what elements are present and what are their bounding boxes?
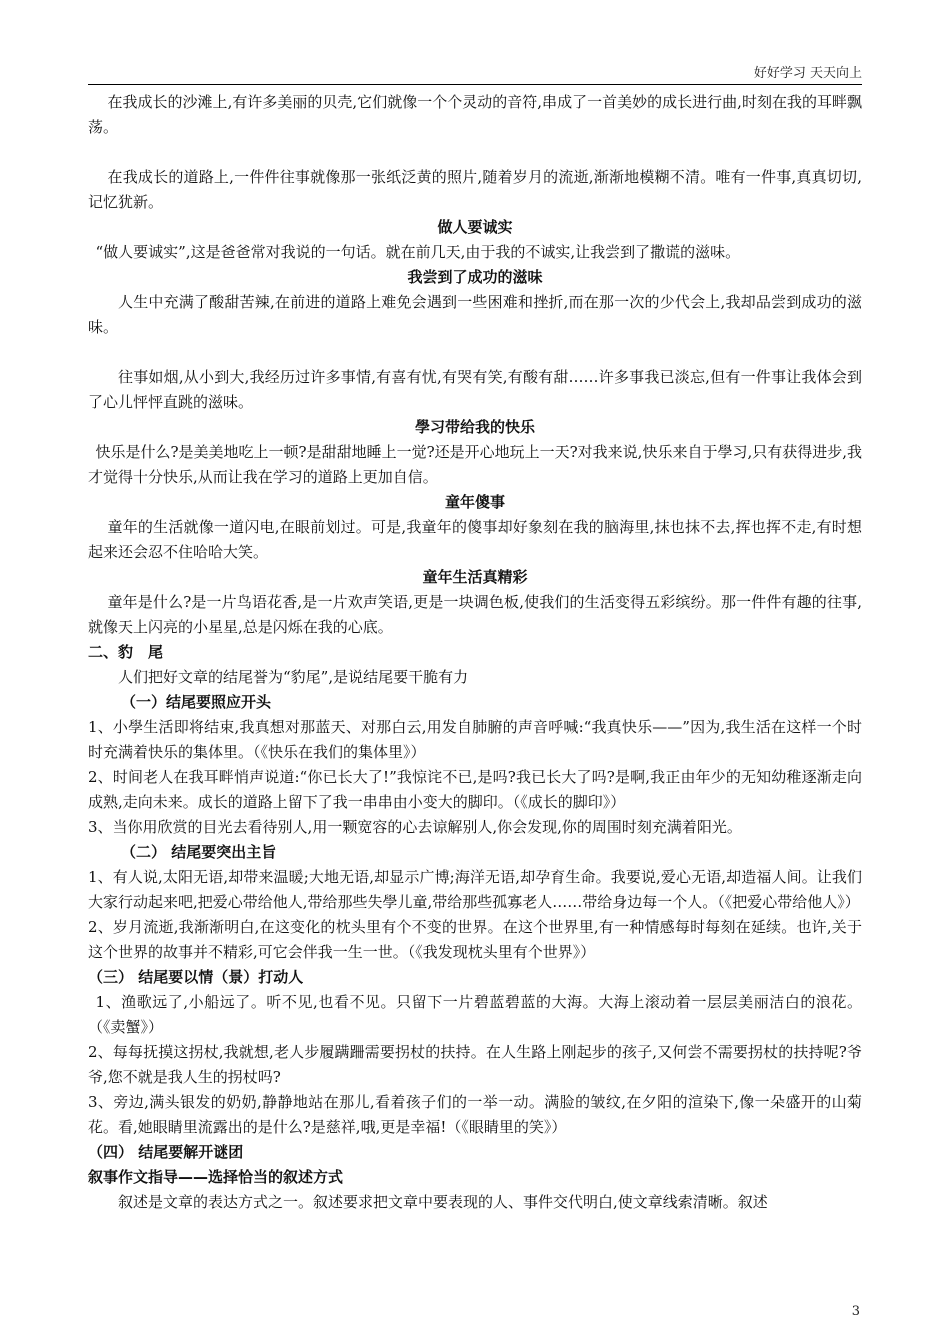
essay-title: 學习带给我的快乐 bbox=[414, 418, 535, 436]
essay-title: 做人要诚实 bbox=[437, 218, 513, 236]
section-heading: 叙事作文指导——选择恰当的叙述方式 bbox=[88, 1168, 344, 1186]
subsection-heading: （四） 结尾要解开谜团 bbox=[88, 1143, 244, 1161]
essay-title: 童年傻事 bbox=[444, 493, 505, 511]
paragraph: 童年是什么?是一片鸟语花香,是一片欢声笑语,更是一块调色板,使我们的生活变得五彩缤纷。那一件件有趣的往事,就像天上闪亮的小星星,总是闪烁在我的心底。 bbox=[88, 593, 862, 636]
paragraph-gap bbox=[88, 140, 862, 165]
paragraph: 在我成长的沙滩上,有许多美丽的贝壳,它们就像一个个灵动的音符,串成了一首美妙的成长进行曲,时刻在我的耳畔飘荡。 bbox=[88, 93, 862, 136]
paragraph: 童年的生活就像一道闪电,在眼前划过。可是,我童年的傻事却好象刻在我的脑海里,抹也抹不去,挥也挥不走,有时想起来还会忍不住哈哈大笑。 bbox=[88, 518, 862, 561]
paragraph: 叙述是文章的表达方式之一。叙述要求把文章中要表现的人、事件交代明白,使文章线索清晰。叙述 bbox=[118, 1193, 768, 1211]
paragraph: 往事如烟,从小到大,我经历过许多事情,有喜有忧,有哭有笑,有酸有甜……许多事我已淡忘,但有一件事让我体会到了心儿怦怦直跳的滋味。 bbox=[88, 368, 862, 411]
list-item: 3、旁边,满头银发的奶奶,静静地站在那儿,看着孩子们的一举一动。满脸的皱纹,在夕阳的渲染下,像一朵盛开的山菊花。看,她眼睛里流露出的是什么?是慈祥,哦,更是幸福!（《眼睛里的笑》） bbox=[88, 1093, 862, 1136]
essay-title: 我尝到了成功的滋味 bbox=[407, 268, 543, 286]
document-body bbox=[88, 90, 862, 1215]
subsection-heading: （三） 结尾要以情（景）打动人 bbox=[88, 968, 304, 986]
list-item: 2、时间老人在我耳畔悄声说道:“你已长大了!”我惊诧不已,是吗?我已长大了吗?是啊,我正由年少的无知幼稚逐渐走向成熟,走向未来。成长的道路上留下了我一串串由小变大的脚印。（《成长的脚印》） bbox=[88, 768, 862, 811]
essay-title: 童年生活真精彩 bbox=[422, 568, 528, 586]
list-item: 1、渔歌远了,小船远了。听不见,也看不见。只留下一片碧蓝碧蓝的大海。大海上滚动着一层层美丽洁白的浪花。（《卖蟹》） bbox=[88, 993, 862, 1036]
paragraph: “做人要诚实”,这是爸爸常对我说的一句话。就在前几天,由于我的不诚实,让我尝到了撒谎的滋味。 bbox=[95, 243, 741, 261]
section-heading: 二、豹 尾 bbox=[88, 643, 164, 661]
list-item: 2、岁月流逝,我渐渐明白,在这变化的枕头里有个不变的世界。在这个世界里,有一种情感每时每刻在延续。也许,关于这个世界的故事并不精彩,可它会伴我一生一世。（《我发现枕头里有个世界》） bbox=[88, 918, 862, 961]
paragraph: 快乐是什么?是美美地吃上一顿?是甜甜地睡上一觉?还是开心地玩上一天?对我来说,快乐来自于學习,只有获得进步,我才觉得十分快乐,从而让我在学习的道路上更加自信。 bbox=[88, 443, 862, 486]
list-item: 1、小學生活即将结束,我真想对那蓝天、对那白云,用发自肺腑的声音呼喊:“我真快乐——”因为,我生活在这样一个时时充满着快乐的集体里。（《快乐在我们的集体里》） bbox=[88, 718, 862, 761]
paragraph: 人生中充满了酸甜苦辣,在前进的道路上难免会遇到一些困难和挫折,而在那一次的少代会上,我却品尝到成功的滋味。 bbox=[88, 293, 862, 336]
list-item: 2、每每抚摸这拐杖,我就想,老人步履蹒跚需要拐杖的扶持。在人生路上刚起步的孩子,又何尝不需要拐杖的扶持呢?爷爷,您不就是我人生的拐杖吗? bbox=[88, 1043, 862, 1086]
subsection-heading: （二） 结尾要突出主旨 bbox=[121, 843, 277, 861]
paragraph: 在我成长的道路上,一件件往事就像那一张纸泛黄的照片,随着岁月的流逝,渐渐地模糊不清。唯有一件事,真真切切,记忆犹新。 bbox=[88, 168, 862, 211]
list-item: 1、有人说,太阳无语,却带来温暖;大地无语,却显示广博;海洋无语,却孕育生命。我要说,爱心无语,却造福人间。让我们大家行动起来吧,把爱心带给他人,带给那些失學儿童,带给那些孤寡老人……带给身边每一个人。（《把爱心带给他人》） bbox=[88, 868, 862, 911]
page-number: 3 bbox=[851, 1304, 860, 1319]
page-header: 好好学习 天天向上 bbox=[88, 62, 862, 85]
subsection-heading: （一）结尾要照应开头 bbox=[121, 693, 272, 711]
list-item: 3、当你用欣赏的目光去看待别人,用一颗宽容的心去谅解别人,你会发现,你的周围时刻充满着阳光。 bbox=[88, 818, 742, 836]
paragraph: 人们把好文章的结尾誉为“豹尾”,是说结尾要干脆有力 bbox=[118, 668, 469, 686]
paragraph-gap bbox=[88, 340, 862, 365]
